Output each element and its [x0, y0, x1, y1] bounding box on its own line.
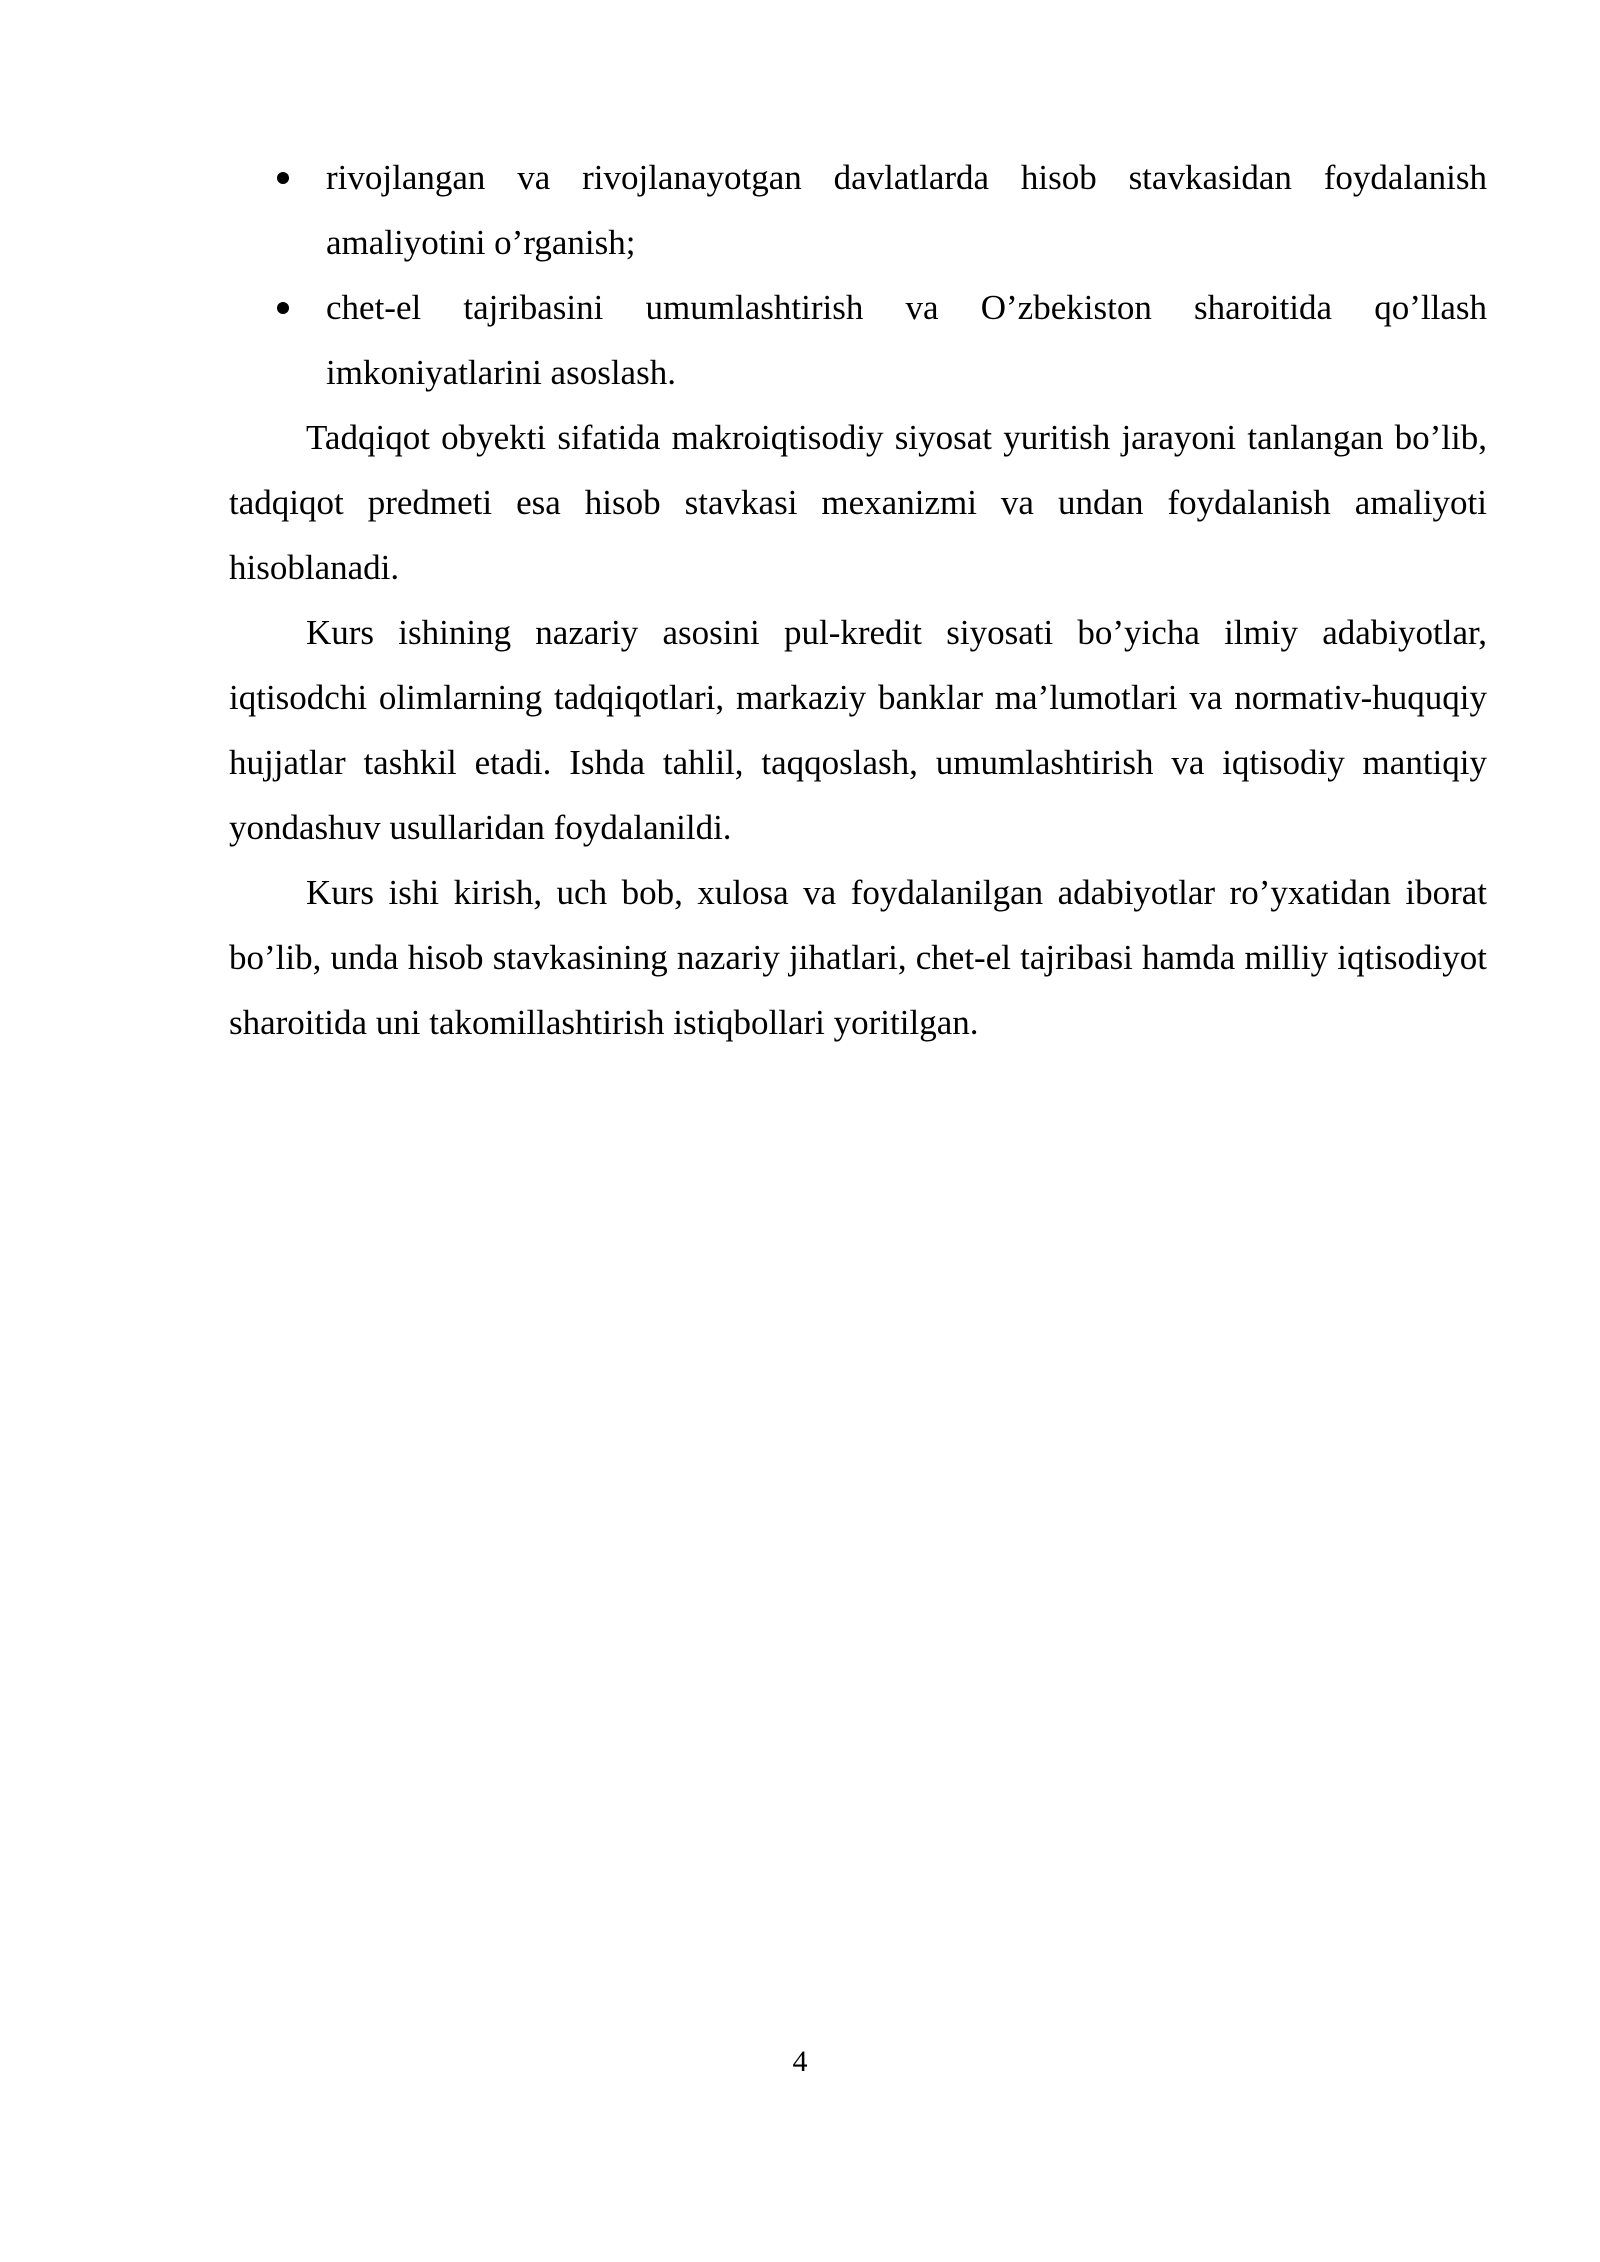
page-content — [229, 145, 1487, 1055]
page-number: 4 — [792, 2045, 808, 2078]
bullet-item — [229, 145, 1487, 275]
paragraph-research-object: Tadqiqot obyekti sifatida makroiqtisodiy siyosat yuritish jarayoni tanlangan bo’lib, tadqiqot predmeti esa hisob stavkasi mexanizmi va undan foydalanish amaliyoti hisoblanadi. — [229, 418, 1487, 587]
paragraph-theoretical-basis: Kurs ishining nazariy asosini pul-kredit siyosati bo’yicha ilmiy adabiyotlar, iqtisodchi olimlarning tadqiqotlari, markaziy banklar ma’lumotlari va normativ-huquqiy hujjatlar tashkil etadi. Ishda tahlil, taqqoslash, umumlashtirish va iqtisodiy mantiqiy yondashuv usullaridan foydalanildi. — [229, 613, 1487, 847]
bullet-icon — [277, 172, 289, 184]
bullet-text: chet-el tajribasini umumlashtirish va O’zbekiston sharoitida qo’llash imkoniyatlarini asoslash. — [326, 288, 1487, 392]
bullet-text: rivojlangan va rivojlanayotgan davlatlarda hisob stavkasidan foydalanish amaliyotini o’rganish; — [326, 158, 1487, 262]
paragraph-structure: Kurs ishi kirish, uch bob, xulosa va foydalanilgan adabiyotlar ro’yxatidan iborat bo’lib, unda hisob stavkasining nazariy jihatlari, chet-el tajribasi hamda milliy iqtisodiyot sharoitida uni takomillashtirish istiqbollari yoritilgan. — [229, 873, 1487, 1042]
bullet-item — [229, 275, 1487, 405]
bullet-list — [229, 145, 1487, 405]
bullet-icon — [277, 302, 289, 314]
